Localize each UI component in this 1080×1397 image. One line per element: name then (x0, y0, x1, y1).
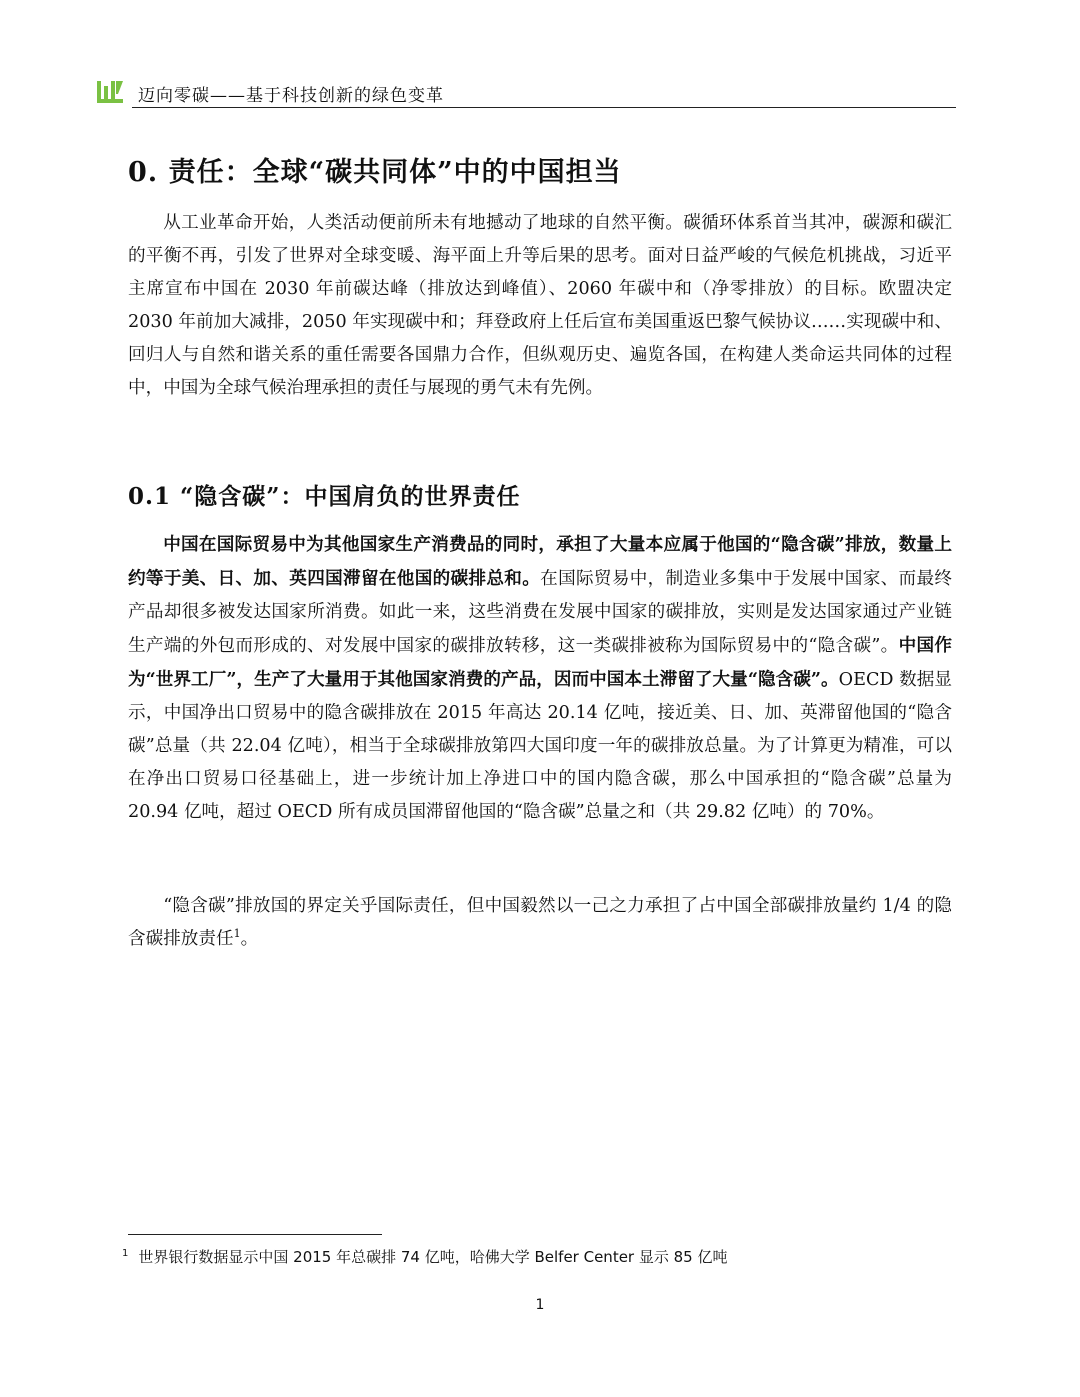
bold-statement: 中国作为“世界工厂”，生产了大量用于其他国家消费的产品，因而中国本土滞留了大量“隐含碳”。 (128, 635, 952, 690)
footnote (122, 1246, 728, 1267)
body-text: OECD 数据显示，中国净出口贸易中的隐含碳排放在 2015 年高达 20.14 亿吨，接近美、日、加、英滞留他国的“隐含碳”总量（共 22.04 亿吨），相当于全球碳排放第四大国印度一年的碳排放总量。为了计算更为精准，可以在净出口贸易口径基础上，进一步统计加上净进口中的国内隐含碳，那么中国承担的“隐含碳”总量为 20.94 亿吨，超过 OECD 所有成员国滞留他国的“隐含碳”总量之和（共 29.82 亿吨）的 70%。 (128, 670, 952, 822)
responsibility-paragraph (128, 890, 952, 956)
header-title: 迈向零碳——基于科技创新的绿色变革 (138, 86, 444, 106)
footnote-divider (128, 1234, 382, 1235)
footnote-marker: 1 (122, 1248, 129, 1259)
subsection-heading: 0.1 “隐含碳”：中国肩负的世界责任 (128, 483, 521, 510)
body-text: 。 (240, 929, 259, 949)
footnote-text: 世界银行数据显示中国 2015 年总碳排 74 亿吨，哈佛大学 Belfer Center 显示 85 亿吨 (138, 1248, 728, 1266)
intro-paragraph: 从工业革命开始，人类活动便前所未有地撼动了地球的自然平衡。碳循环体系首当其冲，碳源和碳汇的平衡不再，引发了世界对全球变暖、海平面上升等后果的思考。面对日益严峻的气候危机挑战，习近平主席宣布中国在 2030 年前碳达峰（排放达到峰值）、2060 年碳中和（净零排放）的目标。欧盟决定 2030 年前加大减排，2050 年实现碳中和；拜登政府上任后宣布美国重返巴黎气候协议……实现碳中和、回归人与自然和谐关系的重任需要各国鼎力合作，但纵观历史、遍览各国，在构建人类命运共同体的过程中，中国为全球气候治理承担的责任与展现的勇气未有先例。 (128, 213, 952, 398)
body-text: “隐含碳”排放国的界定关乎国际责任，但中国毅然以一己之力承担了占中国全部碳排放量约 1/4 的隐含碳排放责任 (128, 896, 952, 949)
report-logo-icon (96, 78, 124, 106)
section-heading: 0. 责任：全球“碳共同体”中的中国担当 (128, 157, 622, 188)
embodied-carbon-paragraph (128, 528, 952, 829)
bold-statement: 中国在国际贸易中为其他国家生产消费品的同时，承担了大量本应属于他国的“隐含碳”排放，数量上约等于美、日、加、英四国滞留在他国的碳排总和。 (128, 534, 952, 589)
header-divider (132, 107, 956, 108)
page-number: 1 (535, 1297, 545, 1313)
page-header (96, 78, 956, 110)
footnote-reference[interactable]: 1 (233, 927, 241, 941)
body-text: 在国际贸易中，制造业多集中于发展中国家、而最终产品却很多被发达国家所消费。如此一来，这些消费在发展中国家的碳排放，实则是发达国家通过产业链生产端的外包而形成的、对发展中国家的碳排放转移，这一类碳排被称为国际贸易中的“隐含碳”。 (128, 569, 952, 656)
